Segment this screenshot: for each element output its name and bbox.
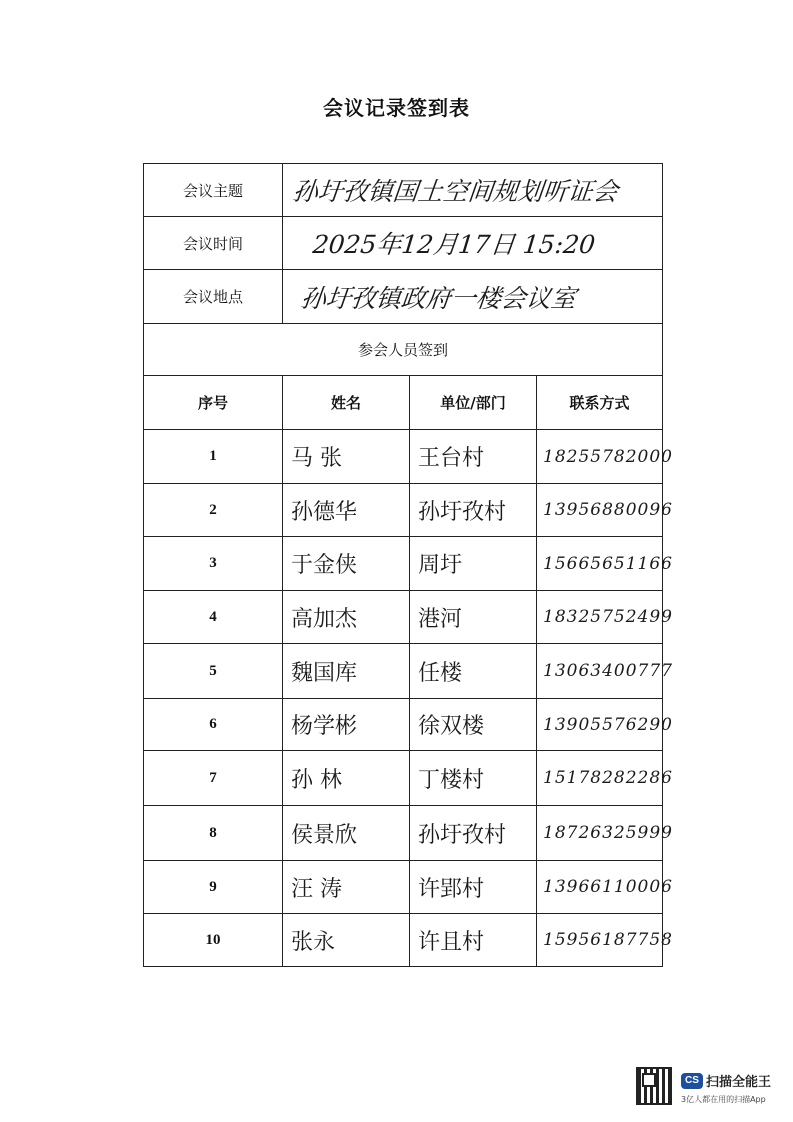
table-row	[144, 751, 663, 806]
signature-unit: 许且村	[418, 929, 485, 955]
section-header-row	[144, 324, 663, 376]
signature-phone: 13956880096	[543, 500, 673, 520]
signature-phone: 13905576290	[543, 714, 673, 735]
document-title: 会议记录签到表	[323, 96, 470, 120]
section-header: 参会人员签到	[144, 324, 663, 376]
signature-phone: 13063400777	[543, 661, 673, 681]
signature-name: 侯景欣	[291, 822, 358, 848]
place-row	[144, 270, 663, 324]
row-number: 5	[144, 644, 283, 699]
time-label: 会议时间	[144, 217, 283, 270]
topic-row	[144, 164, 663, 217]
signature-name: 孙德华	[291, 499, 358, 525]
row-number: 10	[144, 914, 283, 967]
place-value-cell	[283, 270, 663, 324]
signature-name: 杨学彬	[291, 714, 358, 739]
signature-name: 马 张	[291, 446, 342, 471]
topic-label: 会议主题	[144, 164, 283, 217]
signature-name: 汪 涛	[291, 876, 342, 902]
signature-phone: 18325752499	[543, 607, 673, 627]
row-number: 4	[144, 591, 283, 644]
qr-code-icon	[636, 1067, 672, 1105]
watermark-brand-name: 扫描全能王	[706, 1075, 772, 1090]
sign-in-table	[143, 163, 673, 967]
signature-unit: 孙圩孜村	[418, 499, 507, 525]
scanner-watermark	[636, 1067, 776, 1112]
table-row	[144, 861, 663, 914]
signature-name: 孙 林	[291, 767, 342, 793]
row-number: 8	[144, 806, 283, 861]
row-number: 2	[144, 484, 283, 537]
col-header-no: 序号	[144, 376, 283, 430]
table-row	[144, 806, 663, 861]
signature-phone: 15178282286	[543, 768, 673, 788]
signature-unit: 任楼	[418, 660, 463, 686]
watermark-tagline: 3亿人都在用的扫描App	[681, 1095, 766, 1104]
camscanner-logo-icon: CS	[681, 1073, 703, 1089]
table-row	[144, 537, 663, 591]
topic-value: 孙圩孜镇国土空间规划听证会	[291, 177, 620, 206]
signature-unit: 周圩	[418, 553, 463, 578]
topic-value-cell	[283, 164, 663, 217]
signature-name: 张永	[291, 929, 336, 955]
signature-name: 高加杰	[291, 606, 358, 632]
signature-phone: 15956187758	[543, 930, 673, 950]
place-value: 孙圩孜镇政府一楼会议室	[299, 283, 578, 313]
signature-phone: 13966110006	[543, 877, 673, 897]
time-row	[144, 217, 663, 270]
table-row	[144, 430, 663, 484]
signature-phone: 15665651166	[543, 553, 673, 574]
row-number: 1	[144, 430, 283, 484]
table-row	[144, 591, 663, 644]
signature-name: 魏国库	[291, 660, 358, 686]
signature-unit: 许郢村	[418, 876, 485, 902]
signature-unit: 徐双楼	[418, 714, 485, 739]
row-number: 7	[144, 751, 283, 806]
row-number: 3	[144, 537, 283, 591]
table-row	[144, 484, 663, 537]
time-value-cell	[283, 217, 663, 270]
col-header-unit: 单位/部门	[410, 376, 537, 430]
signature-unit: 丁楼村	[418, 767, 485, 793]
time-value: 2025年12月17日 15:20	[311, 230, 597, 259]
col-header-phone: 联系方式	[537, 376, 663, 430]
signature-unit: 港河	[418, 606, 463, 632]
table-row	[144, 914, 663, 967]
table-row	[144, 644, 663, 699]
row-number: 6	[144, 699, 283, 751]
signature-phone: 18726325999	[543, 823, 673, 843]
row-number: 9	[144, 861, 283, 914]
column-header-row	[144, 376, 663, 430]
place-label: 会议地点	[144, 270, 283, 324]
table-row	[144, 699, 663, 751]
signature-unit: 王台村	[418, 446, 485, 471]
col-header-name: 姓名	[283, 376, 410, 430]
signature-unit: 孙圩孜村	[418, 822, 507, 848]
signature-name: 于金侠	[291, 553, 358, 578]
signature-phone: 18255782000	[543, 446, 673, 467]
